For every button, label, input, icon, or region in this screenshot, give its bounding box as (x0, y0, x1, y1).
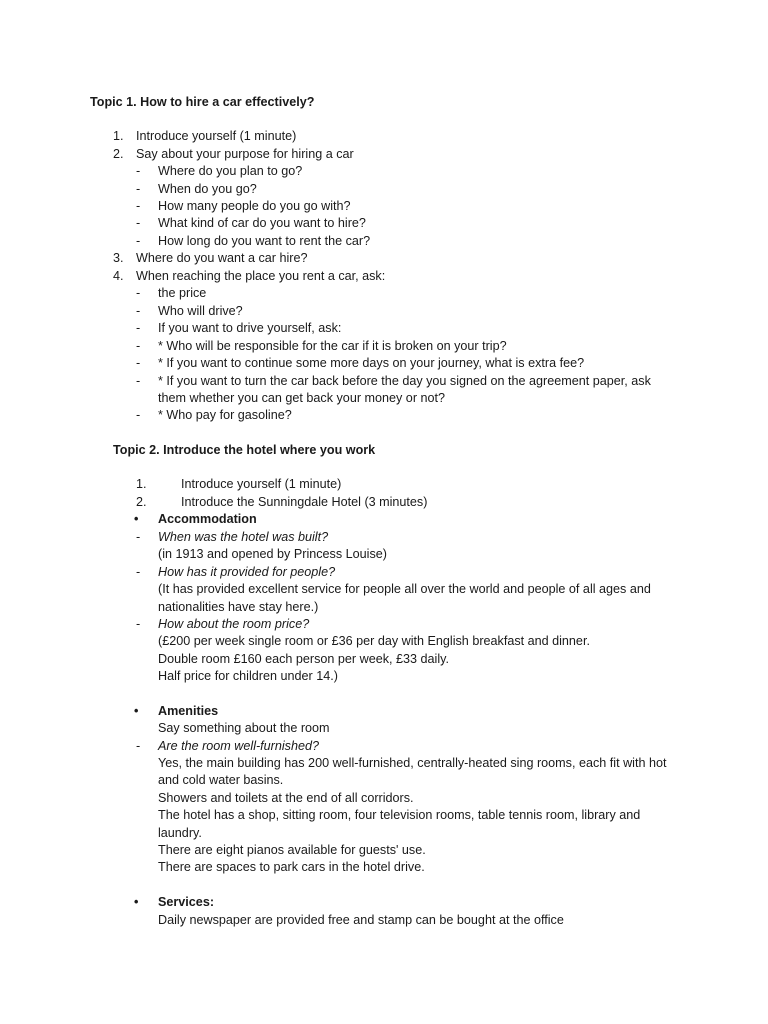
dash-marker: - (136, 216, 141, 230)
accommodation-heading: Accommodation (158, 512, 257, 526)
bullet-marker: • (134, 512, 139, 526)
ask-subitem: If you want to drive yourself, ask: (158, 321, 342, 335)
dash-marker: - (136, 321, 141, 335)
ask-subitem: the price (158, 286, 207, 300)
dash-marker: - (136, 617, 141, 631)
purpose-subitem: When do you go? (158, 182, 257, 196)
purpose-subitem: How many people do you go with? (158, 199, 351, 213)
ask-subitem: * Who will be responsible for the car if it is broken on your trip? (158, 339, 507, 353)
ask-subitem: * Who pay for gasoline? (158, 408, 292, 422)
dash-marker: - (136, 408, 141, 422)
topic1-item-3-num: 3. (113, 251, 124, 265)
dash-marker: - (136, 164, 141, 178)
dash-marker: - (136, 234, 141, 248)
amenities-question: Are the room well-furnished? (158, 739, 319, 753)
accommodation-question: How has it provided for people? (158, 565, 336, 579)
topic2-title: Topic 2. Introduce the hotel where you work (113, 443, 376, 457)
accommodation-answer: Double room £160 each person per week, £33 daily. (158, 652, 450, 666)
amenities-line: The hotel has a shop, sitting room, four television rooms, table tennis room, library and (158, 808, 641, 822)
topic1-item-1-text: Introduce yourself (1 minute) (136, 129, 297, 143)
dash-marker: - (136, 739, 141, 753)
topic1-item-4-text: When reaching the place you rent a car, ask: (136, 269, 386, 283)
accommodation-answer: (£200 per week single room or £36 per day with English breakfast and dinner. (158, 634, 590, 648)
ask-subitem: * If you want to continue some more days on your journey, what is extra fee? (158, 356, 585, 370)
topic2-item-1-num: 1. (136, 477, 147, 491)
amenities-line: Showers and toilets at the end of all corridors. (158, 791, 414, 805)
dash-marker: - (136, 339, 141, 353)
services-heading: Services: (158, 895, 215, 909)
accommodation-answer: (It has provided excellent service for people all over the world and people of all ages and (158, 582, 651, 596)
bullet-marker: • (134, 895, 139, 909)
topic2-item-2-text: Introduce the Sunningdale Hotel (3 minutes) (181, 495, 428, 509)
accommodation-answer: (in 1913 and opened by Princess Louise) (158, 547, 387, 561)
topic1-item-2-text: Say about your purpose for hiring a car (136, 147, 354, 161)
ask-subitem-continued: them whether you can get back your money or not? (158, 391, 446, 405)
topic1-item-3-text: Where do you want a car hire? (136, 251, 308, 265)
dash-marker: - (136, 182, 141, 196)
dash-marker: - (136, 356, 141, 370)
topic1-item-2-num: 2. (113, 147, 124, 161)
purpose-subitem: Where do you plan to go? (158, 164, 303, 178)
amenities-line: There are spaces to park cars in the hotel drive. (158, 860, 425, 874)
amenities-line: and cold water basins. (158, 773, 284, 787)
dash-marker: - (136, 304, 141, 318)
amenities-line: There are eight pianos available for guests' use. (158, 843, 426, 857)
dash-marker: - (136, 565, 141, 579)
amenities-line: laundry. (158, 826, 202, 840)
accommodation-question: When was the hotel was built? (158, 530, 329, 544)
ask-subitem: * If you want to turn the car back before the day you signed on the agreement paper, ask (158, 374, 651, 388)
amenities-intro: Say something about the room (158, 721, 330, 735)
accommodation-question: How about the room price? (158, 617, 310, 631)
amenities-line: Yes, the main building has 200 well-furnished, centrally-heated sing rooms, each fit with hot (158, 756, 667, 770)
purpose-subitem: How long do you want to rent the car? (158, 234, 371, 248)
accommodation-answer: nationalities have stay here.) (158, 600, 319, 614)
dash-marker: - (136, 199, 141, 213)
services-line: Daily newspaper are provided free and stamp can be bought at the office (158, 913, 564, 927)
topic1-item-1-num: 1. (113, 129, 124, 143)
dash-marker: - (136, 286, 141, 300)
dash-marker: - (136, 530, 141, 544)
accommodation-answer: Half price for children under 14.) (158, 669, 338, 683)
amenities-heading: Amenities (158, 704, 219, 718)
topic1-title: Topic 1. How to hire a car effectively? (90, 95, 315, 109)
topic2-item-2-num: 2. (136, 495, 147, 509)
topic2-item-1-text: Introduce yourself (1 minute) (181, 477, 342, 491)
bullet-marker: • (134, 704, 139, 718)
ask-subitem: Who will drive? (158, 304, 243, 318)
purpose-subitem: What kind of car do you want to hire? (158, 216, 366, 230)
dash-marker: - (136, 374, 141, 388)
topic1-item-4-num: 4. (113, 269, 124, 283)
